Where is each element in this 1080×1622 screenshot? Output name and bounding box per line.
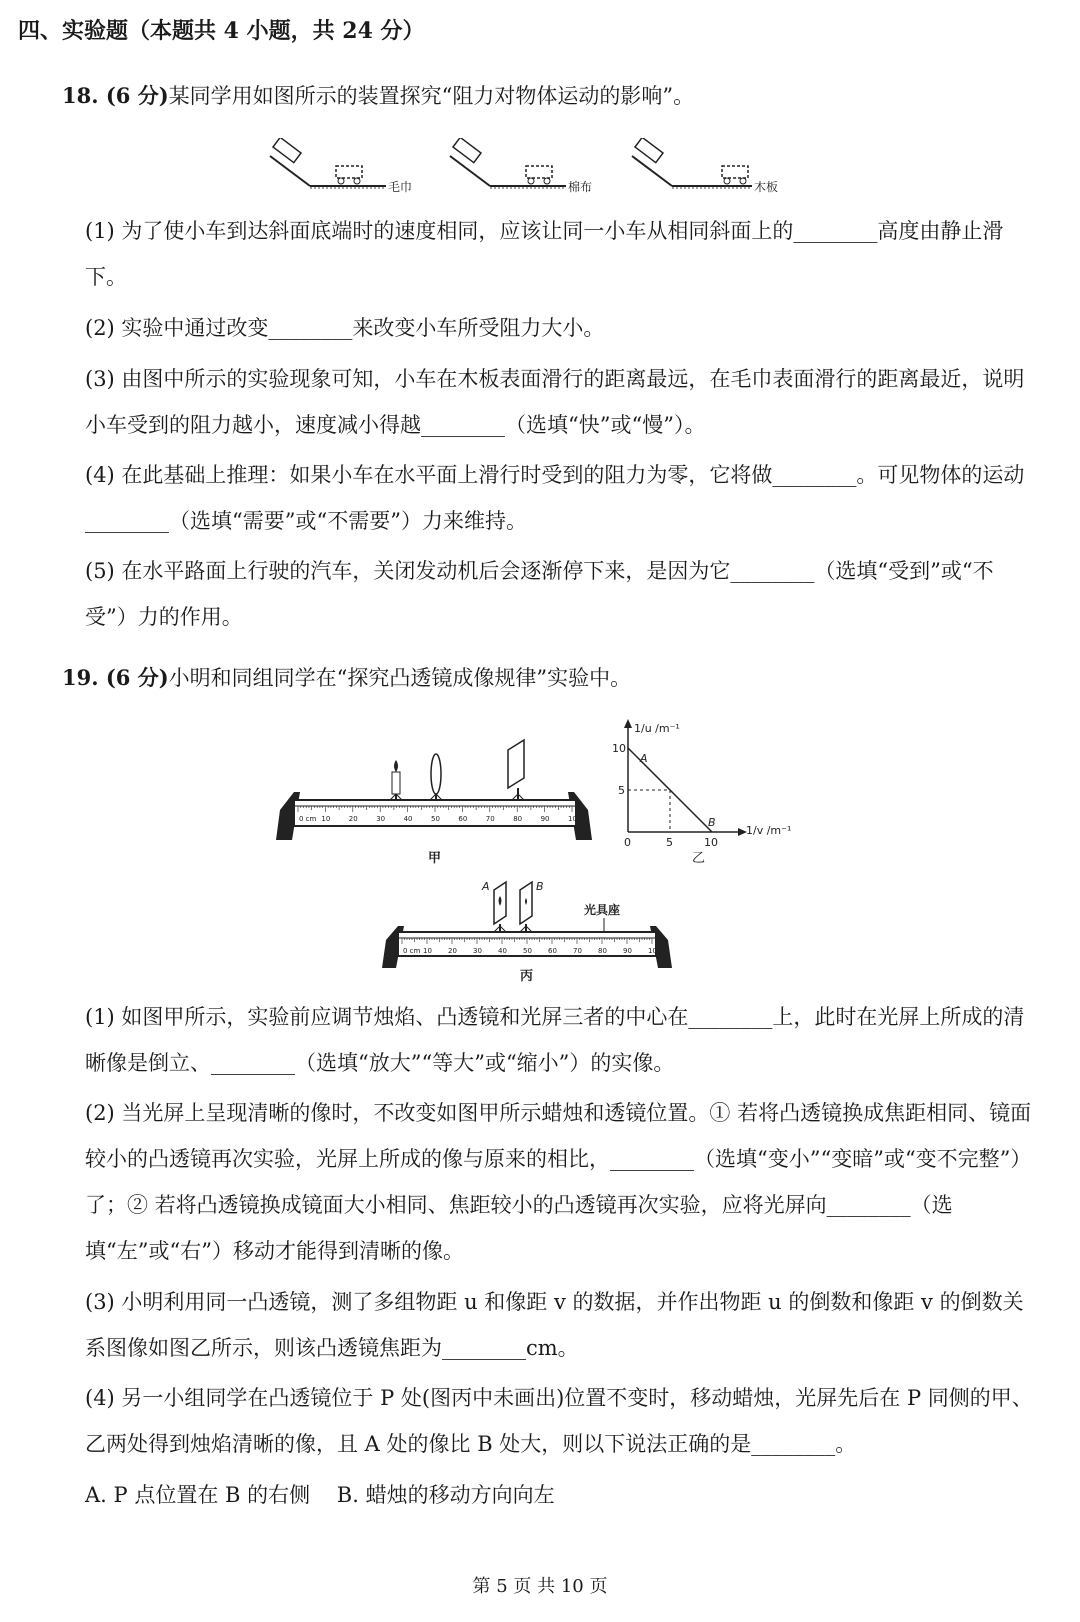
yi-y-tick-5: 5 — [618, 784, 625, 797]
q18-part-5: (5) 在水平路面上行驶的汽车，关闭发动机后会逐渐停下来，是因为它________（选填“受到”或“不受”）力的作用。 — [85, 559, 994, 629]
q18-part-3: (3) 由图中所示的实验现象可知，小车在木板表面滑行的距离最远，在毛巾表面滑行的距离最近，说明小车受到的阻力越小，速度减小得越________（选填“快”或“慢”）。 — [85, 367, 1025, 437]
yi-point-a: A — [640, 752, 648, 765]
screen-a — [494, 882, 506, 932]
page-footer: 第 5 页 共 10 页 — [472, 1576, 608, 1597]
yi-point-b: B — [708, 816, 716, 829]
incline-board — [632, 138, 778, 194]
q18-number: 18. (6 分) — [62, 83, 169, 108]
fig-bing-caption: 丙 — [520, 969, 534, 984]
jia-tick-label: 10 — [321, 815, 331, 823]
jia-tick-label: 100 — [568, 815, 582, 823]
bing-tick-label: 40 — [498, 947, 507, 955]
jia-tick-label: 90 — [540, 815, 550, 823]
section-title: 四、实验题（本题共 4 小题，共 24 分） — [18, 18, 425, 44]
yi-y-tick-10: 10 — [612, 742, 626, 755]
q19-options: A. P 点位置在 B 的右侧 B. 蜡烛的移动方向向左 — [85, 1483, 555, 1507]
bing-tick-label: 50 — [523, 947, 532, 955]
jia-tick-label: 20 — [348, 815, 358, 823]
q19-part-4: (4) 另一小组同学在凸透镜位于 P 处(图丙中未画出)位置不变时，移动蜡烛，光屏先后在 P 同侧的甲、乙两处得到烛焰清晰的像，且 A 处的像比 B 处大，则以下说法正确的是________。 — [85, 1386, 1033, 1456]
bing-stand-label: 光具座 — [584, 903, 621, 917]
bing-tick-label: 20 — [448, 947, 457, 955]
yi-x-label: 1/v /m⁻¹ — [746, 824, 792, 837]
bing-tick-label: 80 — [598, 947, 607, 955]
incline-towel — [270, 138, 412, 194]
jia-tick-label: 30 — [376, 815, 386, 823]
yi-x-tick-0: 0 — [624, 836, 631, 849]
jia-tick-label: 60 — [458, 815, 468, 823]
fig-jia-caption: 甲 — [428, 851, 442, 866]
yi-x-tick-10: 10 — [704, 836, 718, 849]
bing-tick-label: 90 — [623, 947, 632, 955]
label-towel: 毛巾 — [388, 180, 413, 194]
q19-part-3: (3) 小明利用同一凸透镜，测了多组物距 u 和像距 v 的数据，并作出物距 u 的倒数和像距 v 的倒数关系图像如图乙所示，则该凸透镜焦距为________cm。 — [85, 1290, 1024, 1360]
screen-b — [520, 882, 532, 932]
fig-jia — [270, 732, 600, 872]
fig-bing — [378, 872, 678, 984]
bing-tick-label: 30 — [473, 947, 482, 955]
q18-stem: 某同学用如图所示的装置探究“阻力对物体运动的影响”。 — [168, 84, 695, 108]
bing-tick-label: 60 — [548, 947, 557, 955]
yi-x-tick-5: 5 — [666, 836, 673, 849]
label-cotton: 棉布 — [568, 180, 593, 194]
bing-label-a: A — [482, 880, 490, 893]
yi-y-label: 1/u /m⁻¹ — [634, 722, 680, 735]
label-board: 木板 — [754, 180, 779, 194]
jia-tick-label: 80 — [513, 815, 523, 823]
incline-cotton — [450, 138, 592, 194]
q18-part-2: (2) 实验中通过改变________来改变小车所受阻力大小。 — [85, 316, 605, 340]
q19-number: 19. (6 分) — [62, 665, 169, 690]
light-screen — [508, 740, 524, 800]
q18-part-4: (4) 在此基础上推理：如果小车在水平面上滑行时受到的阻力为零，它将做________。可见物体的运动________（选填“需要”或“不需要”）力来维持。 — [85, 463, 1025, 533]
bing-tick-label: 100 — [648, 947, 662, 955]
fig-yi — [612, 716, 792, 866]
q19-stem: 小明和同组同学在“探究凸透镜成像规律”实验中。 — [168, 666, 632, 690]
convex-lens — [430, 754, 442, 800]
candle — [390, 760, 402, 800]
fig-yi-caption: 乙 — [692, 851, 706, 866]
q19-part-1: (1) 如图甲所示，实验前应调节烛焰、凸透镜和光屏三者的中心在________上，此时在光屏上所成的清晰像是倒立、________（选填“放大”“等大”或“缩小”）的实像。 — [85, 1005, 1025, 1075]
jia-tick-label: 40 — [403, 815, 413, 823]
bing-tick-label: 0 cm — [403, 947, 421, 955]
q18-part-1: (1) 为了使小车到达斜面底端时的速度相同，应该让同一小车从相同斜面上的________高度由静止滑下。 — [85, 219, 1004, 289]
jia-tick-label: 0 cm — [299, 815, 317, 823]
q18-figure — [268, 138, 798, 200]
bing-label-b: B — [536, 880, 544, 893]
q18-title — [62, 80, 694, 110]
q19-part-2: (2) 当光屏上呈现清晰的像时，不改变如图甲所示蜡烛和透镜位置。① 若将凸透镜换成焦距相同、镜面较小的凸透镜再次实验，光屏上所成的像与原来的相比，________（选填“变小”“变暗”或“变不完整”）了；② 若将凸透镜换成镜面大小相同、焦距较小的凸透镜再次实验，应将光屏向________（选填“左”或“右”）移动才能得到清晰的像。 — [85, 1101, 1032, 1263]
bing-tick-label: 10 — [423, 947, 432, 955]
bing-tick-label: 70 — [573, 947, 582, 955]
jia-tick-label: 70 — [485, 815, 495, 823]
jia-tick-label: 50 — [431, 815, 440, 823]
q19-title — [62, 662, 631, 692]
